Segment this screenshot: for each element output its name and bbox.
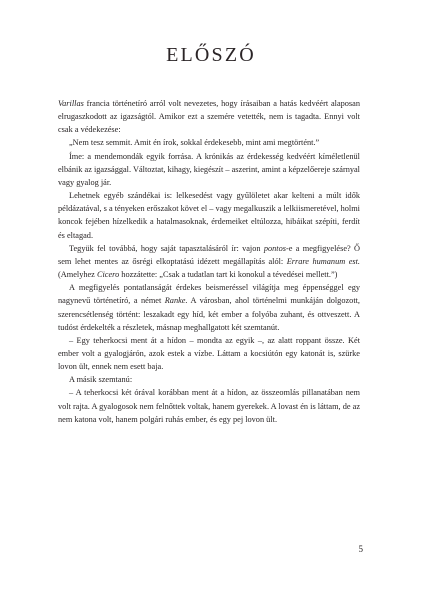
paragraph-5: Tegyük fel továbbá, hogy saját tapasztalásáról ír: vajon pontos-e a megfigyelése? Ő sem lehet mentes az ősrégi elkoptatású idézett megállapítás alól: Errare humanum est. (Amelyhez Cicero hozzátette: „Csak a tudatlan tart ki konokul a tévedései mellett.”) (58, 243, 360, 280)
paragraph-1: Varillas francia történetíró arról volt nevezetes, hogy írásaiban a hatás kedvéért alaposan elrugaszkodott az igazságtól. Amikor ezt a szemére vetették, nem is tagadta. Ennyi volt csak a védekezése: (58, 99, 360, 135)
paragraph-2: „Nem tesz semmit. Amit én írok, sokkal érdekesebb, mint ami megtörtént.” (69, 138, 320, 148)
paragraph-7: – Egy teherkocsi ment át a hídon – mondta az egyik –, az alatt roppant össze. Két ember volt a gyalogjárón, azok estek a vízbe. Láttam a kocsiútón egy katonát is, szürke lovon ült, ennek nem esett baja. (58, 335, 360, 372)
page-number: 5 (358, 544, 363, 554)
chapter-title: ELŐSZÓ (166, 44, 256, 66)
paragraph-4: Lehetnek egyéb szándékai is: lelkesedést vagy gyűlöletet akar kelteni a múlt idők példázatával, s a tényeken erőszakot követ el – vagy megalkuszik a lelkiismeretével, holmi koncok fejében hízelkedik a hatalmasoknak, érdemeiket eltúlozza, hibáikat szépíti, ferdít és eltagad. (58, 191, 360, 240)
body-text (58, 97, 360, 426)
paragraph-3: Íme: a mendemondák egyik forrása. A krónikás az érdekesség kedvéért kíméletlenül elbánik az igazsággal. Változtat, kihagy, kiegészít – aszerint, amint a képzelőereje szárnyal vagy gyalog jár. (58, 151, 360, 187)
paragraph-6: A megfigyelés pontatlanságát érdekes beismeréssel világítja meg éppenséggel egy nagynevű történetíró, a német Ranke. A városban, ahol történelmi munkáján dolgozott, szerencsétlenség történt: leszakadt egy híd, két ember a folyóba zuhant, és ottveszett. A tudóst érdekelték a részletek, másnap meghallgatott két szemtanút. (58, 283, 360, 332)
author-name: Varillas (58, 99, 84, 108)
paragraph-9: – A teherkocsi két órával korábban ment át a hídon, az összeomlás pillanatában nem volt rajta. A gyalogosok nem felnőttek voltak, hanem gyerekek. A lovast én is láttam, de az nem katona volt, hanem polgári ruhás ember, és egy pej lovon ült. (58, 388, 360, 424)
paragraph-8: A másik szemtanú: (69, 375, 133, 385)
